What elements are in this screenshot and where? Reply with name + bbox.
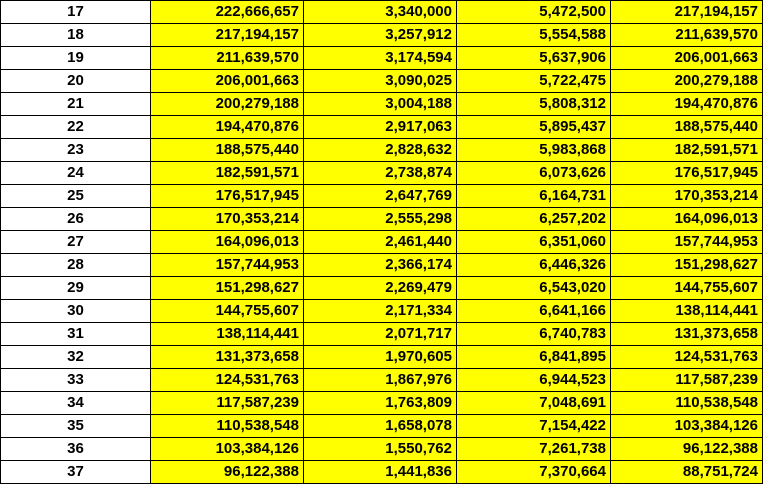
row-number-cell[interactable]: 27 [1, 231, 151, 254]
opening-balance-cell[interactable]: 222,666,657 [151, 1, 304, 24]
interest-cell[interactable]: 3,257,912 [304, 24, 457, 47]
principal-cell[interactable]: 7,048,691 [457, 392, 611, 415]
closing-balance-cell[interactable]: 170,353,214 [611, 185, 763, 208]
closing-balance-cell[interactable]: 124,531,763 [611, 346, 763, 369]
table-row [1, 70, 763, 93]
row-number-cell[interactable]: 25 [1, 185, 151, 208]
opening-balance-cell[interactable]: 194,470,876 [151, 116, 304, 139]
principal-cell[interactable]: 6,257,202 [457, 208, 611, 231]
interest-cell[interactable]: 1,763,809 [304, 392, 457, 415]
closing-balance-cell[interactable]: 138,114,441 [611, 300, 763, 323]
opening-balance-cell[interactable]: 144,755,607 [151, 300, 304, 323]
row-number-cell[interactable]: 19 [1, 47, 151, 70]
row-number-cell[interactable]: 22 [1, 116, 151, 139]
closing-balance-cell[interactable]: 200,279,188 [611, 70, 763, 93]
interest-cell[interactable]: 2,461,440 [304, 231, 457, 254]
closing-balance-cell[interactable]: 188,575,440 [611, 116, 763, 139]
interest-cell[interactable]: 2,738,874 [304, 162, 457, 185]
opening-balance-cell[interactable]: 124,531,763 [151, 369, 304, 392]
principal-cell[interactable]: 5,472,500 [457, 1, 611, 24]
opening-balance-cell[interactable]: 206,001,663 [151, 70, 304, 93]
row-number-cell[interactable]: 18 [1, 24, 151, 47]
table-row [1, 1, 763, 24]
interest-cell[interactable]: 1,658,078 [304, 415, 457, 438]
row-number-cell[interactable]: 21 [1, 93, 151, 116]
row-number-cell[interactable]: 23 [1, 139, 151, 162]
interest-cell[interactable]: 2,171,334 [304, 300, 457, 323]
closing-balance-cell[interactable]: 194,470,876 [611, 93, 763, 116]
closing-balance-cell[interactable]: 164,096,013 [611, 208, 763, 231]
opening-balance-cell[interactable]: 182,591,571 [151, 162, 304, 185]
opening-balance-cell[interactable]: 131,373,658 [151, 346, 304, 369]
row-number-cell[interactable]: 26 [1, 208, 151, 231]
opening-balance-cell[interactable]: 170,353,214 [151, 208, 304, 231]
interest-cell[interactable]: 2,366,174 [304, 254, 457, 277]
closing-balance-cell[interactable]: 110,538,548 [611, 392, 763, 415]
principal-cell[interactable]: 5,983,868 [457, 139, 611, 162]
closing-balance-cell[interactable]: 117,587,239 [611, 369, 763, 392]
interest-cell[interactable]: 3,340,000 [304, 1, 457, 24]
row-number-cell[interactable]: 20 [1, 70, 151, 93]
closing-balance-cell[interactable]: 131,373,658 [611, 323, 763, 346]
row-number-cell[interactable]: 29 [1, 277, 151, 300]
table-row [1, 438, 763, 461]
interest-cell[interactable]: 2,269,479 [304, 277, 457, 300]
principal-cell[interactable]: 6,944,523 [457, 369, 611, 392]
table-row [1, 300, 763, 323]
principal-cell[interactable]: 6,073,626 [457, 162, 611, 185]
interest-cell[interactable]: 3,004,188 [304, 93, 457, 116]
principal-cell[interactable]: 5,554,588 [457, 24, 611, 47]
opening-balance-cell[interactable]: 217,194,157 [151, 24, 304, 47]
row-number-cell[interactable]: 36 [1, 438, 151, 461]
row-number-cell[interactable]: 30 [1, 300, 151, 323]
row-number-cell[interactable]: 24 [1, 162, 151, 185]
closing-balance-cell[interactable]: 211,639,570 [611, 24, 763, 47]
principal-cell[interactable]: 7,370,664 [457, 461, 611, 484]
table-row [1, 277, 763, 300]
row-number-cell[interactable]: 31 [1, 323, 151, 346]
interest-cell[interactable]: 1,441,836 [304, 461, 457, 484]
closing-balance-cell[interactable]: 103,384,126 [611, 415, 763, 438]
principal-cell[interactable]: 6,841,895 [457, 346, 611, 369]
table-row [1, 346, 763, 369]
principal-cell[interactable]: 6,543,020 [457, 277, 611, 300]
opening-balance-cell[interactable]: 200,279,188 [151, 93, 304, 116]
opening-balance-cell[interactable]: 151,298,627 [151, 277, 304, 300]
interest-cell[interactable]: 2,917,063 [304, 116, 457, 139]
table-row [1, 208, 763, 231]
table-row [1, 93, 763, 116]
principal-cell[interactable]: 5,722,475 [457, 70, 611, 93]
principal-cell[interactable]: 5,895,437 [457, 116, 611, 139]
closing-balance-cell[interactable]: 157,744,953 [611, 231, 763, 254]
opening-balance-cell[interactable]: 138,114,441 [151, 323, 304, 346]
principal-cell[interactable]: 6,446,326 [457, 254, 611, 277]
row-number-cell[interactable]: 34 [1, 392, 151, 415]
row-number-cell[interactable]: 37 [1, 461, 151, 484]
table-row [1, 24, 763, 47]
closing-balance-cell[interactable]: 206,001,663 [611, 47, 763, 70]
table-row [1, 116, 763, 139]
principal-cell[interactable]: 6,164,731 [457, 185, 611, 208]
closing-balance-cell[interactable]: 96,122,388 [611, 438, 763, 461]
table-row [1, 369, 763, 392]
principal-cell[interactable]: 6,351,060 [457, 231, 611, 254]
table-row [1, 415, 763, 438]
row-number-cell[interactable]: 32 [1, 346, 151, 369]
interest-cell[interactable]: 1,970,605 [304, 346, 457, 369]
closing-balance-cell[interactable]: 217,194,157 [611, 1, 763, 24]
interest-cell[interactable]: 2,071,717 [304, 323, 457, 346]
table-row [1, 461, 763, 484]
table-row [1, 162, 763, 185]
opening-balance-cell[interactable]: 117,587,239 [151, 392, 304, 415]
principal-cell[interactable]: 7,261,738 [457, 438, 611, 461]
table-row [1, 392, 763, 415]
row-number-cell[interactable]: 35 [1, 415, 151, 438]
interest-cell[interactable]: 3,174,594 [304, 47, 457, 70]
opening-balance-cell[interactable]: 157,744,953 [151, 254, 304, 277]
row-number-cell[interactable]: 17 [1, 1, 151, 24]
opening-balance-cell[interactable]: 96,122,388 [151, 461, 304, 484]
table-row [1, 323, 763, 346]
closing-balance-cell[interactable]: 182,591,571 [611, 139, 763, 162]
closing-balance-cell[interactable]: 88,751,724 [611, 461, 763, 484]
interest-cell[interactable]: 2,647,769 [304, 185, 457, 208]
closing-balance-cell[interactable]: 151,298,627 [611, 254, 763, 277]
row-number-cell[interactable]: 28 [1, 254, 151, 277]
table-row [1, 231, 763, 254]
closing-balance-cell[interactable]: 176,517,945 [611, 162, 763, 185]
principal-cell[interactable]: 6,740,783 [457, 323, 611, 346]
spreadsheet-body [1, 1, 763, 484]
opening-balance-cell[interactable]: 211,639,570 [151, 47, 304, 70]
opening-balance-cell[interactable]: 103,384,126 [151, 438, 304, 461]
principal-cell[interactable]: 7,154,422 [457, 415, 611, 438]
principal-cell[interactable]: 6,641,166 [457, 300, 611, 323]
row-number-cell[interactable]: 33 [1, 369, 151, 392]
opening-balance-cell[interactable]: 188,575,440 [151, 139, 304, 162]
opening-balance-cell[interactable]: 110,538,548 [151, 415, 304, 438]
interest-cell[interactable]: 2,828,632 [304, 139, 457, 162]
table-row [1, 47, 763, 70]
table-row [1, 139, 763, 162]
table-row [1, 254, 763, 277]
table-row [1, 185, 763, 208]
closing-balance-cell[interactable]: 144,755,607 [611, 277, 763, 300]
interest-cell[interactable]: 3,090,025 [304, 70, 457, 93]
interest-cell[interactable]: 1,867,976 [304, 369, 457, 392]
interest-cell[interactable]: 1,550,762 [304, 438, 457, 461]
principal-cell[interactable]: 5,637,906 [457, 47, 611, 70]
principal-cell[interactable]: 5,808,312 [457, 93, 611, 116]
interest-cell[interactable]: 2,555,298 [304, 208, 457, 231]
opening-balance-cell[interactable]: 176,517,945 [151, 185, 304, 208]
opening-balance-cell[interactable]: 164,096,013 [151, 231, 304, 254]
